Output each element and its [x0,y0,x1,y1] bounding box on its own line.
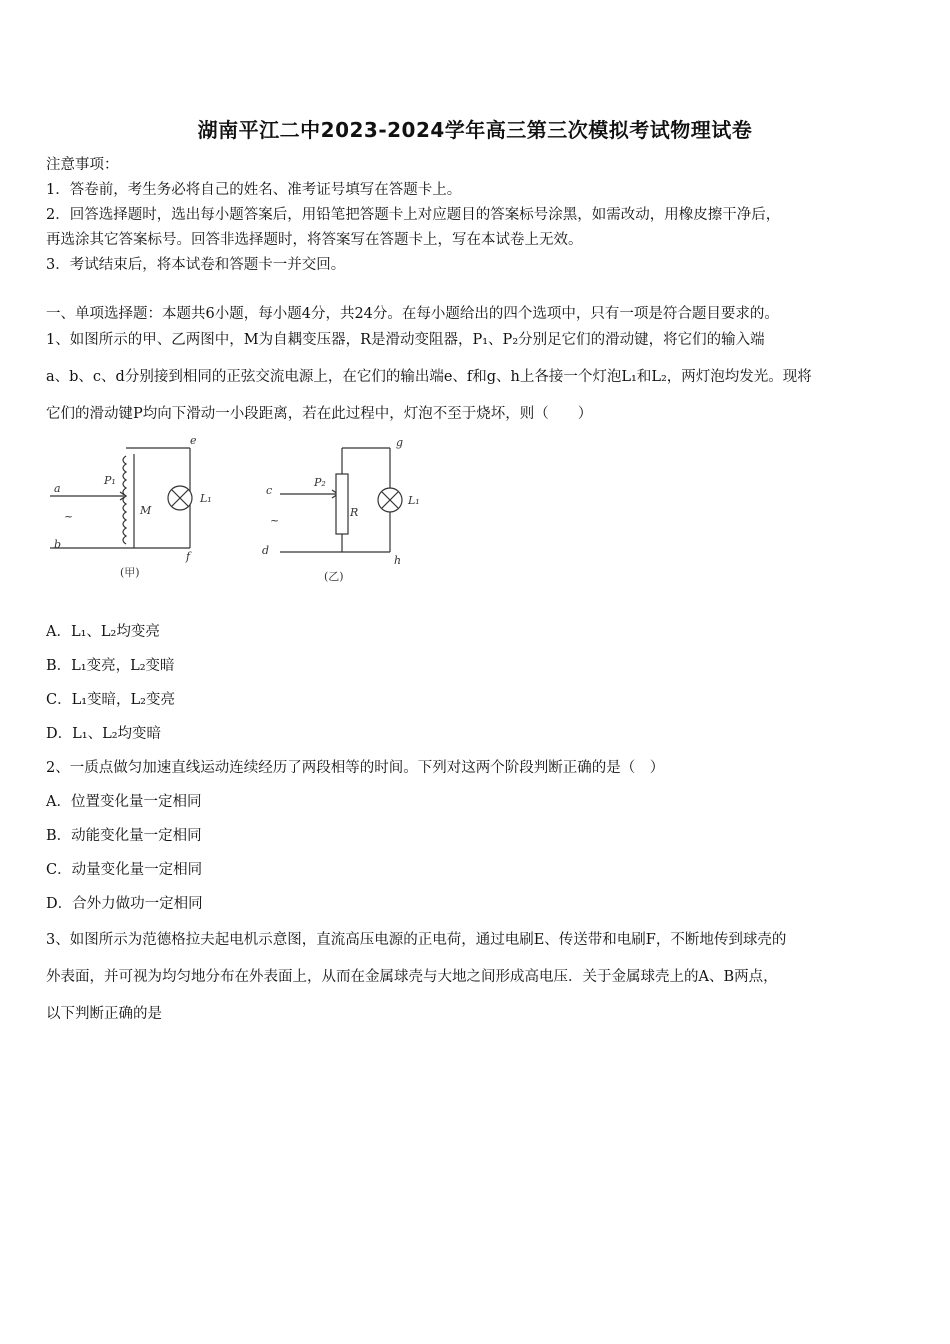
label-l1: L₁ [408,494,420,507]
caption-yi: (乙) [324,570,344,583]
label-p1: P₁ [104,474,116,487]
q2-option: C．动量变化量一定相同 [46,862,203,878]
label-f: f [186,550,191,563]
notice-item: 再选涂其它答案标号。回答非选择题时，将答案写在答题卡上，写在本试卷上无效。 [46,232,583,248]
q3-stem-line: 3、如图所示为范德格拉夫起电机示意图，直流高压电源的正电荷，通过电刷E、传送带和电刷F，不断地传到球壳的 [46,932,787,948]
q2-stem: 2、一质点做匀加速直线运动连续经历了两段相等的时间。下列对这两个阶段判断正确的是（ ） [46,760,665,776]
label-c: c [266,484,273,497]
label-tilde: ~ [270,514,280,527]
label-h: h [394,554,402,567]
notice-item: 1．答卷前，考生务必将自己的姓名、准考证号填写在答题卡上。 [46,182,462,198]
label-e: e [190,436,197,447]
q1-circuit-figure [40,436,460,586]
label-m: M [140,504,152,517]
q1-option: D．L₁、L₂均变暗 [46,726,162,742]
label-g: g [396,436,404,449]
caption-jia: (甲) [120,566,140,579]
q1-option: A．L₁、L₂均变亮 [46,624,160,640]
section-heading: 一、单项选择题：本题共6小题，每小题4分，共24分。在每小题给出的四个选项中，只有一项是符合题目要求的。 [46,306,779,322]
q1-option: B．L₁变亮，L₂变暗 [46,658,175,674]
label-l1: L₁ [200,492,212,505]
notice-heading: 注意事项： [46,157,119,173]
q1-stem-line: 它们的滑动键P均向下滑动一小段距离，若在此过程中，灯泡不至于烧坏，则（ ） [46,406,593,422]
q3-stem-line: 以下判断正确的是 [46,1006,162,1022]
label-tilde: ~ [64,510,74,523]
label-d: d [262,544,270,557]
resistor-r [336,474,348,534]
notice-item: 2．回答选择题时，选出每小题答案后，用铅笔把答题卡上对应题目的答案标号涂黑，如需改动，用橡皮擦干净后， [46,207,781,223]
q3-stem-line: 外表面，并可视为均匀地分布在外表面上，从而在金属球壳与大地之间形成高电压．关于金属球壳上的A、B两点， [46,969,778,985]
circuit-yi [280,448,402,552]
q1-option: C．L₁变暗，L₂变亮 [46,692,175,708]
page-title: 湖南平江二中2023-2024学年高三第三次模拟考试物理试卷 [197,118,753,142]
coil-m [123,456,126,544]
label-p2: P₂ [314,476,326,489]
q2-option: B．动能变化量一定相同 [46,828,202,844]
q2-option: A．位置变化量一定相同 [46,794,202,810]
label-a: a [54,482,61,495]
q2-option: D．合外力做功一定相同 [46,896,203,912]
circuit-jia [50,448,192,548]
label-b: b [54,538,62,551]
q1-stem-line: a、b、c、d分别接到相同的正弦交流电源上，在它们的输出端e、f和g、h上各接一个灯泡L₁和L₂，两灯泡均发光。现将 [46,369,812,385]
q1-stem-line: 1、如图所示的甲、乙两图中，M为自耦变压器，R是滑动变阻器，P₁、P₂分别足它们的滑动键，将它们的输入端 [46,332,765,348]
notice-item: 3．考试结束后，将本试卷和答题卡一并交回。 [46,257,346,273]
label-r: R [350,506,359,519]
